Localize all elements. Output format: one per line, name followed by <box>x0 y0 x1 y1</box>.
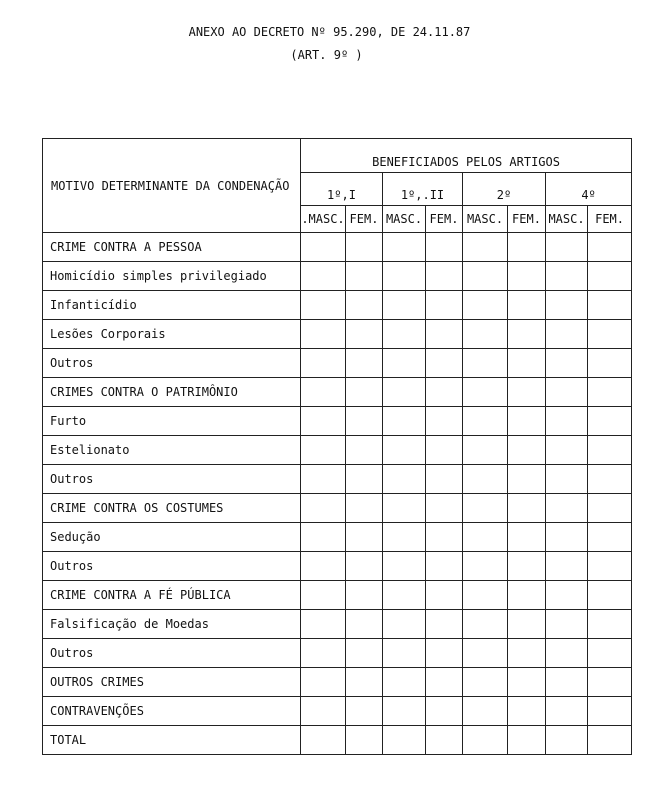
count-cell <box>346 697 383 726</box>
table-row <box>43 465 632 494</box>
count-cell <box>346 610 383 639</box>
count-cell <box>346 581 383 610</box>
row-label: TOTAL <box>43 726 301 755</box>
count-cell <box>588 668 632 697</box>
count-cell <box>383 697 426 726</box>
count-cell <box>301 610 346 639</box>
sex-column-header: MASC. <box>383 206 426 233</box>
table-row <box>43 494 632 523</box>
count-cell <box>546 378 588 407</box>
row-label: Falsificação de Moedas <box>43 610 301 639</box>
count-cell <box>426 320 463 349</box>
count-cell <box>546 349 588 378</box>
count-cell <box>383 291 426 320</box>
count-cell <box>426 552 463 581</box>
count-cell <box>546 610 588 639</box>
count-cell <box>508 407 546 436</box>
count-cell <box>463 407 508 436</box>
sex-column-header: FEM. <box>508 206 546 233</box>
count-cell <box>508 436 546 465</box>
count-cell <box>301 726 346 755</box>
count-cell <box>508 378 546 407</box>
table-row <box>43 697 632 726</box>
row-label: CRIME CONTRA OS COSTUMES <box>43 494 301 523</box>
count-cell <box>383 378 426 407</box>
table-row <box>43 552 632 581</box>
count-cell <box>546 697 588 726</box>
sex-column-header: FEM. <box>588 206 632 233</box>
count-cell <box>426 465 463 494</box>
count-cell <box>546 494 588 523</box>
count-cell <box>508 697 546 726</box>
count-cell <box>463 552 508 581</box>
count-cell <box>546 639 588 668</box>
count-cell <box>301 436 346 465</box>
row-label: Outros <box>43 552 301 581</box>
count-cell <box>426 726 463 755</box>
count-cell <box>346 262 383 291</box>
count-cell <box>383 552 426 581</box>
count-cell <box>588 494 632 523</box>
count-cell <box>546 262 588 291</box>
count-cell <box>546 523 588 552</box>
count-cell <box>588 378 632 407</box>
count-cell <box>508 581 546 610</box>
count-cell <box>346 494 383 523</box>
count-cell <box>508 465 546 494</box>
count-cell <box>383 320 426 349</box>
count-cell <box>301 581 346 610</box>
count-cell <box>508 349 546 378</box>
count-cell <box>301 697 346 726</box>
count-cell <box>301 349 346 378</box>
count-cell <box>346 726 383 755</box>
count-cell <box>546 320 588 349</box>
count-cell <box>463 668 508 697</box>
table-row <box>43 639 632 668</box>
count-cell <box>463 291 508 320</box>
count-cell <box>346 349 383 378</box>
count-cell <box>346 523 383 552</box>
count-cell <box>546 668 588 697</box>
table-row <box>43 378 632 407</box>
count-cell <box>346 552 383 581</box>
count-cell <box>426 378 463 407</box>
count-cell <box>383 407 426 436</box>
count-cell <box>383 436 426 465</box>
count-cell <box>508 668 546 697</box>
count-cell <box>463 262 508 291</box>
row-label: OUTROS CRIMES <box>43 668 301 697</box>
count-cell <box>383 639 426 668</box>
count-cell <box>301 552 346 581</box>
count-cell <box>588 581 632 610</box>
sex-column-header: FEM. <box>426 206 463 233</box>
count-cell <box>346 436 383 465</box>
article-header: 1º,I <box>301 173 383 206</box>
count-cell <box>346 668 383 697</box>
count-cell <box>588 639 632 668</box>
table-row <box>43 291 632 320</box>
row-label: CRIME CONTRA A PESSOA <box>43 233 301 262</box>
beneficiaries-table <box>42 138 632 755</box>
table-row <box>43 581 632 610</box>
table-row <box>43 610 632 639</box>
count-cell <box>301 494 346 523</box>
count-cell <box>588 610 632 639</box>
count-cell <box>588 726 632 755</box>
count-cell <box>426 581 463 610</box>
count-cell <box>383 349 426 378</box>
count-cell <box>508 320 546 349</box>
article-header: 2º <box>463 173 546 206</box>
count-cell <box>463 436 508 465</box>
count-cell <box>508 726 546 755</box>
count-cell <box>426 668 463 697</box>
count-cell <box>546 581 588 610</box>
count-cell <box>383 668 426 697</box>
count-cell <box>588 465 632 494</box>
count-cell <box>588 262 632 291</box>
count-cell <box>546 726 588 755</box>
table-row <box>43 233 632 262</box>
count-cell <box>426 610 463 639</box>
count-cell <box>426 262 463 291</box>
row-label: Homicídio simples privilegiado <box>43 262 301 291</box>
count-cell <box>463 378 508 407</box>
row-label: Estelionato <box>43 436 301 465</box>
count-cell <box>426 436 463 465</box>
count-cell <box>301 465 346 494</box>
count-cell <box>588 697 632 726</box>
count-cell <box>346 465 383 494</box>
count-cell <box>346 378 383 407</box>
sex-column-header: FEM. <box>346 206 383 233</box>
count-cell <box>463 233 508 262</box>
group-header: BENEFICIADOS PELOS ARTIGOS <box>301 139 632 173</box>
count-cell <box>546 291 588 320</box>
table-row <box>43 523 632 552</box>
count-cell <box>463 697 508 726</box>
count-cell <box>588 349 632 378</box>
count-cell <box>383 262 426 291</box>
count-cell <box>346 639 383 668</box>
table-row <box>43 726 632 755</box>
row-label: Outros <box>43 465 301 494</box>
count-cell <box>588 320 632 349</box>
count-cell <box>546 436 588 465</box>
table-row <box>43 436 632 465</box>
count-cell <box>463 465 508 494</box>
count-cell <box>463 494 508 523</box>
count-cell <box>463 349 508 378</box>
row-label: Outros <box>43 349 301 378</box>
row-label: Outros <box>43 639 301 668</box>
count-cell <box>383 523 426 552</box>
count-cell <box>383 465 426 494</box>
count-cell <box>508 610 546 639</box>
row-header: MOTIVO DETERMINANTE DA CONDENAÇÃO <box>43 139 301 233</box>
count-cell <box>588 233 632 262</box>
article-header: 1º,.II <box>383 173 463 206</box>
count-cell <box>463 320 508 349</box>
count-cell <box>346 407 383 436</box>
document-subtitle: (ART. 9º ) <box>290 48 363 62</box>
count-cell <box>508 494 546 523</box>
count-cell <box>463 523 508 552</box>
table-row <box>43 349 632 378</box>
table-row <box>43 407 632 436</box>
count-cell <box>426 494 463 523</box>
count-cell <box>588 436 632 465</box>
count-cell <box>508 233 546 262</box>
document-title: ANEXO AO DECRETO Nº 95.290, DE 24.11.87 <box>188 25 471 39</box>
count-cell <box>426 523 463 552</box>
count-cell <box>588 407 632 436</box>
row-label: Lesões Corporais <box>43 320 301 349</box>
count-cell <box>426 233 463 262</box>
count-cell <box>346 233 383 262</box>
count-cell <box>426 407 463 436</box>
count-cell <box>426 639 463 668</box>
count-cell <box>546 233 588 262</box>
row-label: CRIME CONTRA A FÉ PÚBLICA <box>43 581 301 610</box>
count-cell <box>383 581 426 610</box>
count-cell <box>383 494 426 523</box>
table-row <box>43 668 632 697</box>
count-cell <box>463 581 508 610</box>
row-label: CONTRAVENÇÕES <box>43 697 301 726</box>
count-cell <box>301 407 346 436</box>
article-header: 4º <box>546 173 632 206</box>
count-cell <box>463 639 508 668</box>
count-cell <box>346 291 383 320</box>
count-cell <box>588 523 632 552</box>
count-cell <box>346 320 383 349</box>
count-cell <box>588 291 632 320</box>
count-cell <box>383 726 426 755</box>
count-cell <box>588 552 632 581</box>
count-cell <box>301 378 346 407</box>
count-cell <box>383 233 426 262</box>
count-cell <box>508 639 546 668</box>
sex-column-header: MASC. <box>463 206 508 233</box>
count-cell <box>301 262 346 291</box>
row-label: CRIMES CONTRA O PATRIMÔNIO <box>43 378 301 407</box>
count-cell <box>301 639 346 668</box>
count-cell <box>426 697 463 726</box>
row-label: Furto <box>43 407 301 436</box>
table-row <box>43 320 632 349</box>
count-cell <box>383 610 426 639</box>
count-cell <box>546 407 588 436</box>
count-cell <box>426 291 463 320</box>
count-cell <box>301 523 346 552</box>
count-cell <box>301 291 346 320</box>
count-cell <box>546 465 588 494</box>
table-row <box>43 262 632 291</box>
count-cell <box>508 262 546 291</box>
count-cell <box>508 291 546 320</box>
count-cell <box>301 233 346 262</box>
count-cell <box>426 349 463 378</box>
count-cell <box>546 552 588 581</box>
count-cell <box>463 726 508 755</box>
row-label: Sedução <box>43 523 301 552</box>
count-cell <box>508 552 546 581</box>
sex-column-header: .MASC. <box>301 206 346 233</box>
sex-column-header: MASC. <box>546 206 588 233</box>
count-cell <box>301 320 346 349</box>
count-cell <box>508 523 546 552</box>
count-cell <box>463 610 508 639</box>
row-label: Infanticídio <box>43 291 301 320</box>
count-cell <box>301 668 346 697</box>
